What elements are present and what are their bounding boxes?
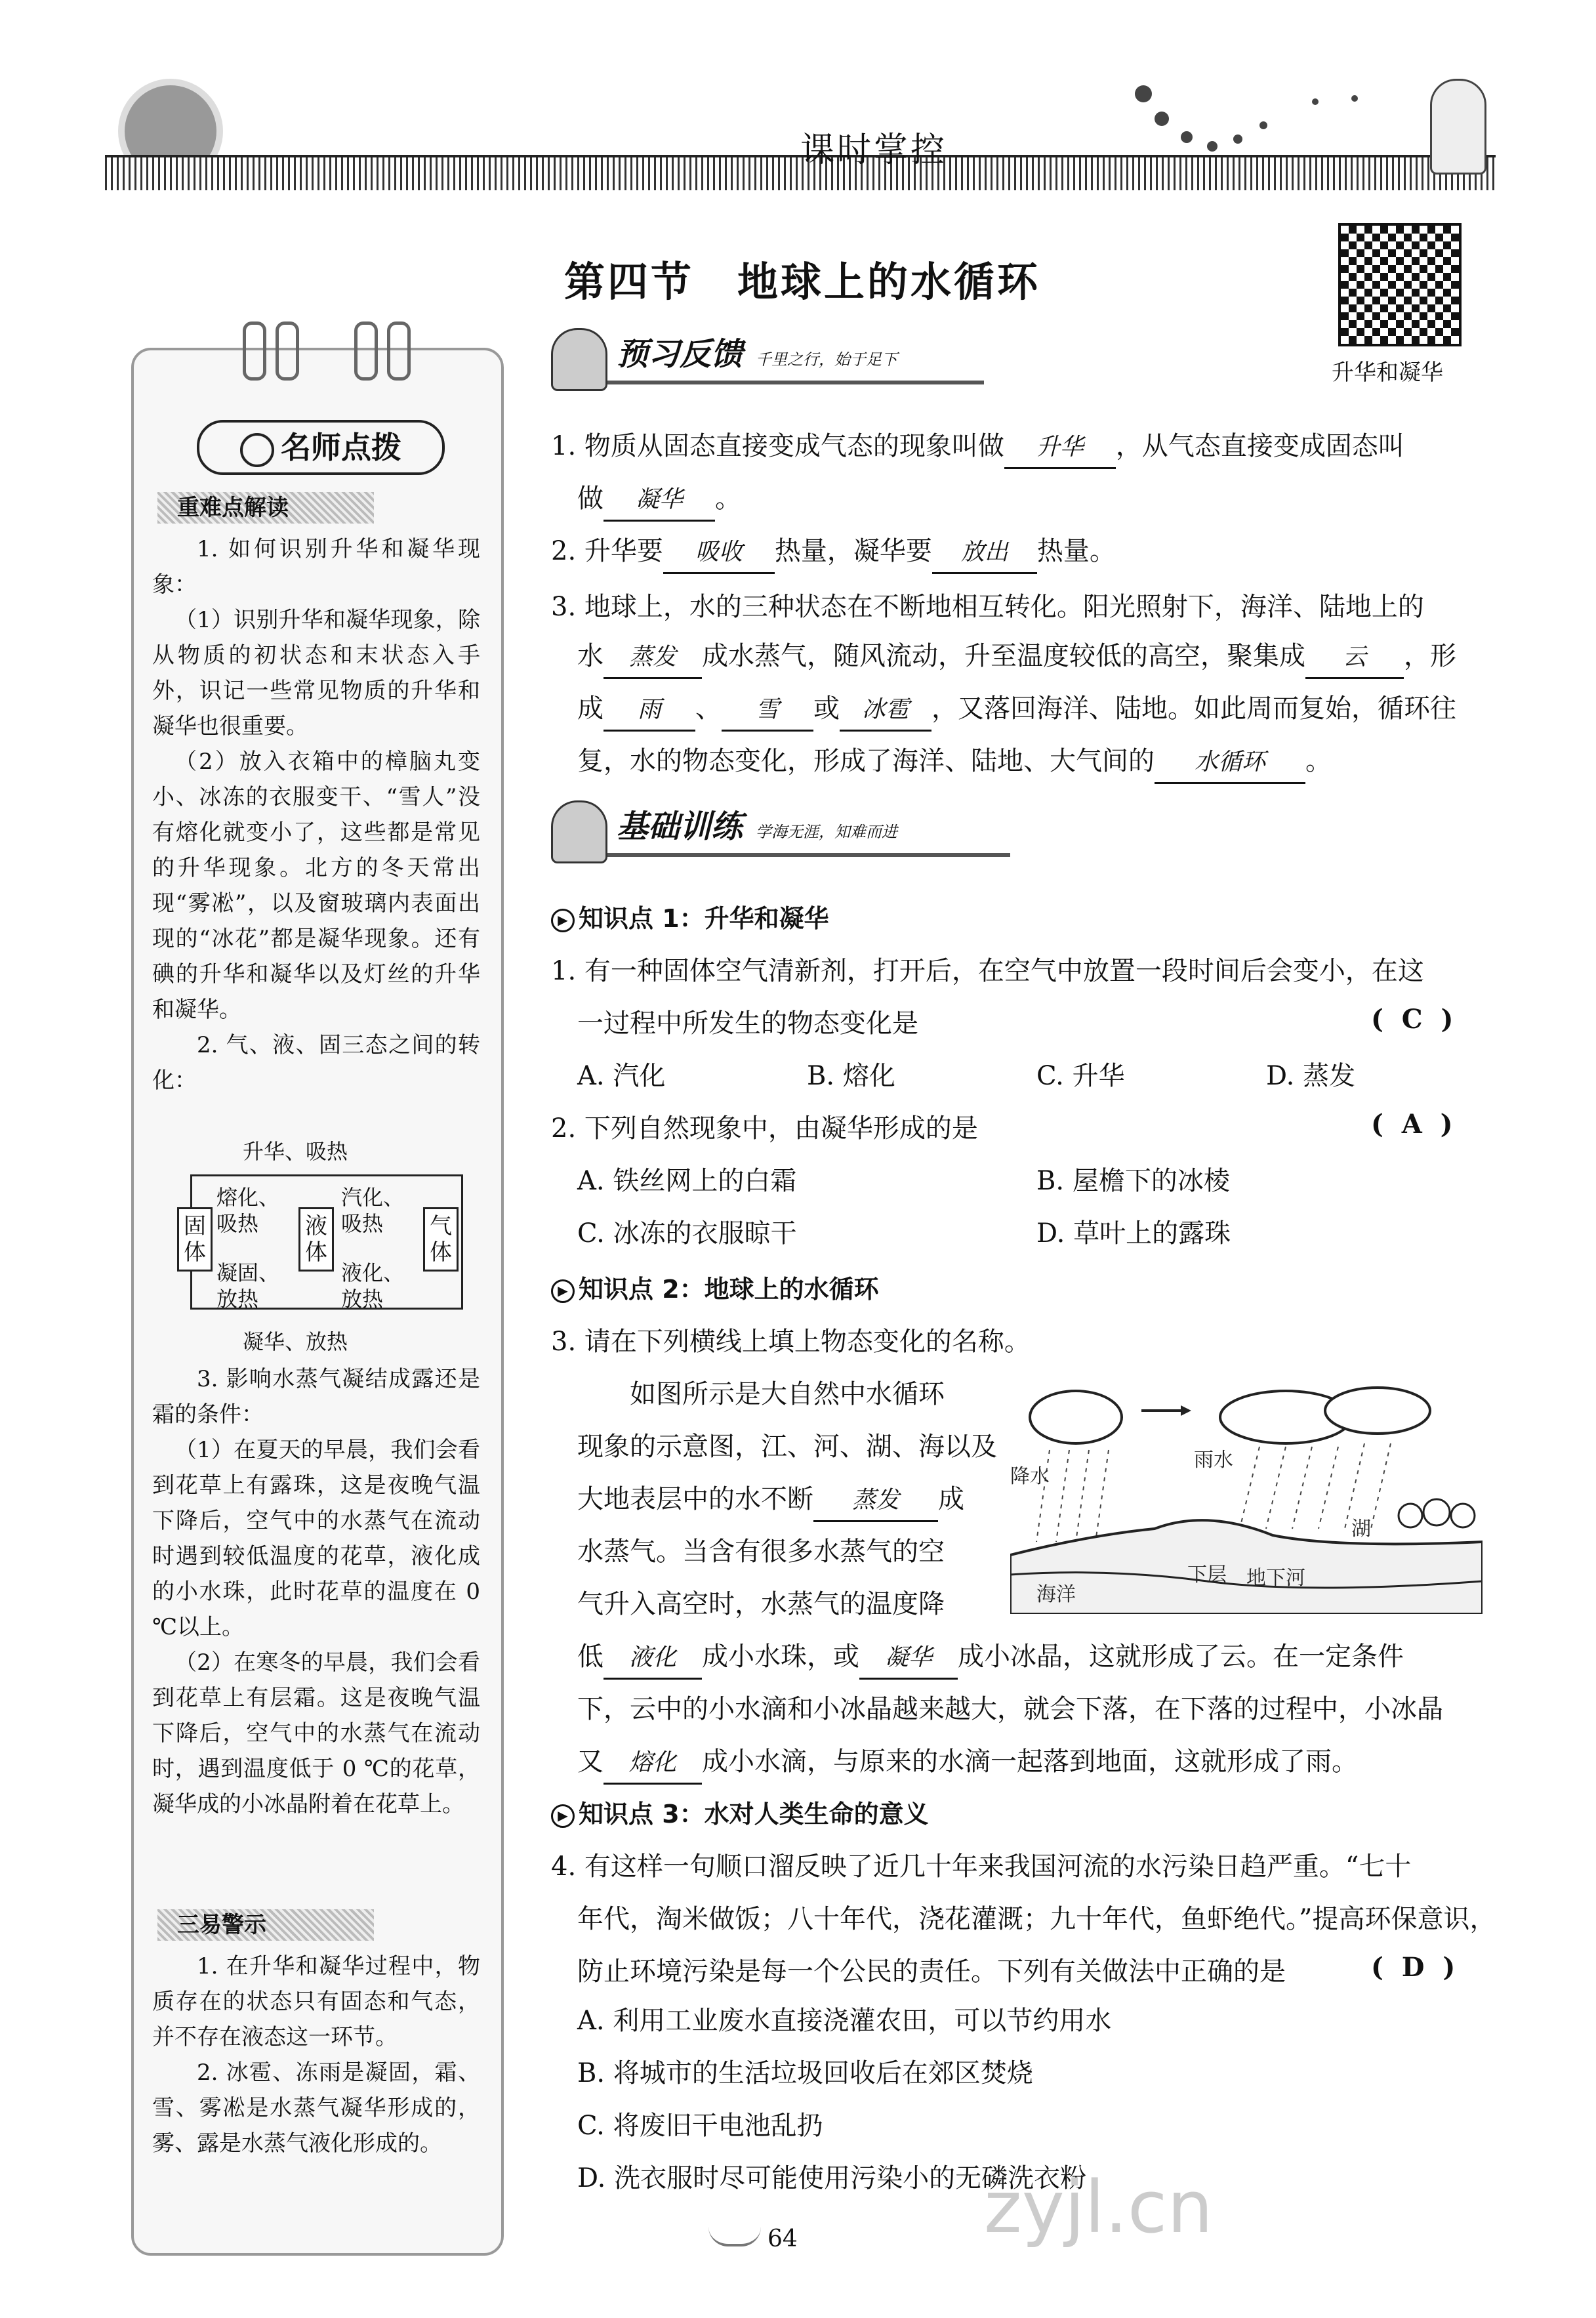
fig-label-underground: 地下河: [1246, 1567, 1305, 1590]
preview-q3-l2: 水 蒸发 成水蒸气，随风流动，升至温度较低的高空，聚集成 云 ，形: [577, 636, 1522, 679]
t4-opt-c: C. 将废旧干电池乱扔: [577, 2111, 823, 2141]
t3-l8: 又 熔化 成小水滴，与原来的水滴一起落到地面，这就形成了雨。: [577, 1742, 1522, 1785]
knowledge-point-1: ▶ 知识点 1：升华和凝华: [551, 899, 1496, 938]
preview-q2: 2. 升华要 吸收 热量，凝华要 放出 热量。: [551, 531, 1496, 574]
t3-l4: 水蒸气。当含有很多水蒸气的空: [577, 1537, 945, 1567]
swirl-ornament-icon: [708, 2224, 761, 2246]
sidebar-text-3: 1. 在升华和凝华过程中，物质存在的状态只有固态和气态，并不存在液态这一环节。 2. 冰雹、冻雨是凝固，霜、雪、雾凇是水蒸气凝华形成的，雾、露是水蒸气液化形成的。: [152, 1953, 480, 2157]
state-change-diagram: 升华、吸热 固体 液体 气体 熔化、吸热 凝固、放热 汽化、吸热 液化、放热 凝华、放热: [177, 1135, 479, 1352]
play-icon: ▶: [551, 909, 575, 932]
watermark: zyjl.cn: [984, 2165, 1214, 2249]
fig-label-ocean: 海洋: [1036, 1583, 1076, 1606]
header-title: 课时掌控: [800, 131, 948, 170]
t4-opt-d: D. 洗衣服时尽可能使用污染小的无磷洗衣粉: [577, 2163, 1087, 2193]
t4-l3: 防止环境污染是每一个公民的责任。下列有关做法中正确的是: [577, 1956, 1286, 1987]
no-entry-icon: [240, 433, 274, 467]
sidebar-title: 名师点拨: [197, 420, 445, 475]
t1-stem-2: 一过程中所发生的物态变化是: [577, 1008, 918, 1039]
t2-stem: 2. 下列自然现象中，由凝华形成的是: [551, 1113, 978, 1144]
sidebar-sub-1: 重难点解读: [157, 492, 374, 524]
t3-stem: 3. 请在下列横线上填上物态变化的名称。: [551, 1327, 1031, 1357]
knowledge-point-2: ▶ 知识点 2：地球上的水循环: [551, 1270, 1496, 1309]
training-banner: 基础训练 学海无涯，知难而进: [551, 800, 1010, 857]
preview-q1-cont: 做 凝华 。: [577, 479, 1522, 522]
t3-l6: 低 液化 成小水珠，或 凝华 成小冰晶，这就形成了云。在一定条件: [577, 1637, 1522, 1680]
sidebar-text-1: 1. 如何识别升华和凝华现象： （1）识别升华和凝华现象，除从物质的初状态和末状态入手外，识记一些常见物质的升华和凝华也很重要。 （2）放入衣箱中的樟脑丸变小、冰冻的衣服变干、“雪人”没有熔化就变小了，这些都是常见的升华现象。北方的冬天常出现“雾凇”，以及窗玻璃内表面出现的“冰花”都是凝华现象。还有碘的升华和凝华以及灯丝的升华和凝华。 2. 气、液、固三态之间的转化：: [152, 536, 480, 1094]
sidebar-sub-2: 三易警示: [157, 1909, 374, 1941]
play-icon: ▶: [551, 1804, 575, 1828]
girl-reading-icon: [551, 328, 607, 391]
t4-opt-a: A. 利用工业废水直接浇灌农田，可以节约用水: [577, 2006, 1112, 2036]
fig-label-lake: 湖: [1351, 1518, 1371, 1541]
qr-code[interactable]: [1338, 223, 1462, 346]
preview-q1: 1. 物质从固态直接变成气态的现象叫做 升华 ，从气态直接变成固态叫: [551, 426, 1496, 469]
fig-label-lower: 下层: [1187, 1563, 1227, 1586]
sidebar-text-2: 3. 影响水蒸气凝结成露还是霜的条件： （1）在夏天的早晨，我们会看到花草上有露珠，这是夜晚气温下降后，空气中的水蒸气在流动时遇到较低温度的花草，液化成的小水珠，此时花草的温度在 0 ℃以上。 （2）在寒冬的早晨，我们会看到花草上有层霜。这是夜晚气温下降后，空气中的水蒸气在流动时，遇到温度低于 0 ℃的花草，凝华成的小冰晶附着在花草上。: [152, 1366, 480, 1817]
t3-l2: 现象的示意图，江、河、湖、海以及: [577, 1432, 997, 1462]
mascot-runner-icon: [1430, 79, 1486, 175]
play-icon: ▶: [551, 1279, 575, 1303]
preview-banner: 预习反馈 千里之行，始于足下: [551, 328, 984, 384]
fig-label-precip: 降水: [1010, 1465, 1050, 1488]
t2-answer: ( A ): [1371, 1109, 1453, 1140]
t2-options-1: A. 铁丝网上的白霜 B. 屋檐下的冰棱: [577, 1166, 1230, 1196]
t2-options-2: C. 冰冻的衣服晾干 D. 草叶上的露珠: [577, 1218, 1231, 1249]
t4-opt-b: B. 将城市的生活垃圾回收后在郊区焚烧: [577, 2058, 1033, 2088]
tree-icon: [1399, 1499, 1475, 1527]
fig-label-rain: 雨水: [1194, 1449, 1233, 1472]
preview-q3-l4: 复，水的物态变化，形成了海洋、陆地、大气间的 水循环 。: [577, 741, 1522, 784]
boy-mascot-icon: [551, 800, 607, 863]
t1-answer: ( C ): [1371, 1004, 1454, 1035]
t1-options: A. 汽化 B. 熔化 C. 升华 D. 蒸发: [577, 1061, 1356, 1091]
page-number: 64: [708, 2224, 798, 2252]
t3-l5: 气升入高空时，水蒸气的温度降: [577, 1589, 945, 1619]
preview-q3: 3. 地球上，水的三种状态在不断地相互转化。阳光照射下，海洋、陆地上的: [551, 592, 1424, 622]
t4-l1: 4. 有这样一句顺口溜反映了近几十年来我国河流的水污染日趋严重。“七十: [551, 1852, 1412, 1882]
knowledge-point-3: ▶ 知识点 3：水对人类生命的意义: [551, 1794, 1496, 1834]
t4-l2: 年代，淘米做饭；八十年代，浇花灌溉；九十年代，鱼虾绝代。”提高环保意识，: [577, 1904, 1496, 1934]
preview-q3-l3: 成 雨 、 雪 或 冰雹 ，又落回海洋、陆地。如此周而复始，循环往: [577, 689, 1522, 732]
page-title: 第四节 地球上的水循环: [564, 258, 1041, 306]
water-cycle-figure: [1010, 1384, 1483, 1614]
t3-l1: 如图所示是大自然中水循环: [630, 1379, 945, 1409]
t4-answer: ( D ): [1371, 1952, 1456, 1983]
qr-label: 升华和凝华: [1332, 360, 1443, 386]
t1-stem: 1. 有一种固体空气清新剂，打开后，在空气中放置一段时间后会变小，在这: [551, 956, 1424, 986]
t3-l3: 大地表层中的水不断 蒸发 成: [577, 1480, 1522, 1522]
cloud-icon: [1030, 1388, 1430, 1443]
t3-l7: 下，云中的小水滴和小冰晶越来越大，就会下落，在下落的过程中，小冰晶: [577, 1694, 1443, 1724]
